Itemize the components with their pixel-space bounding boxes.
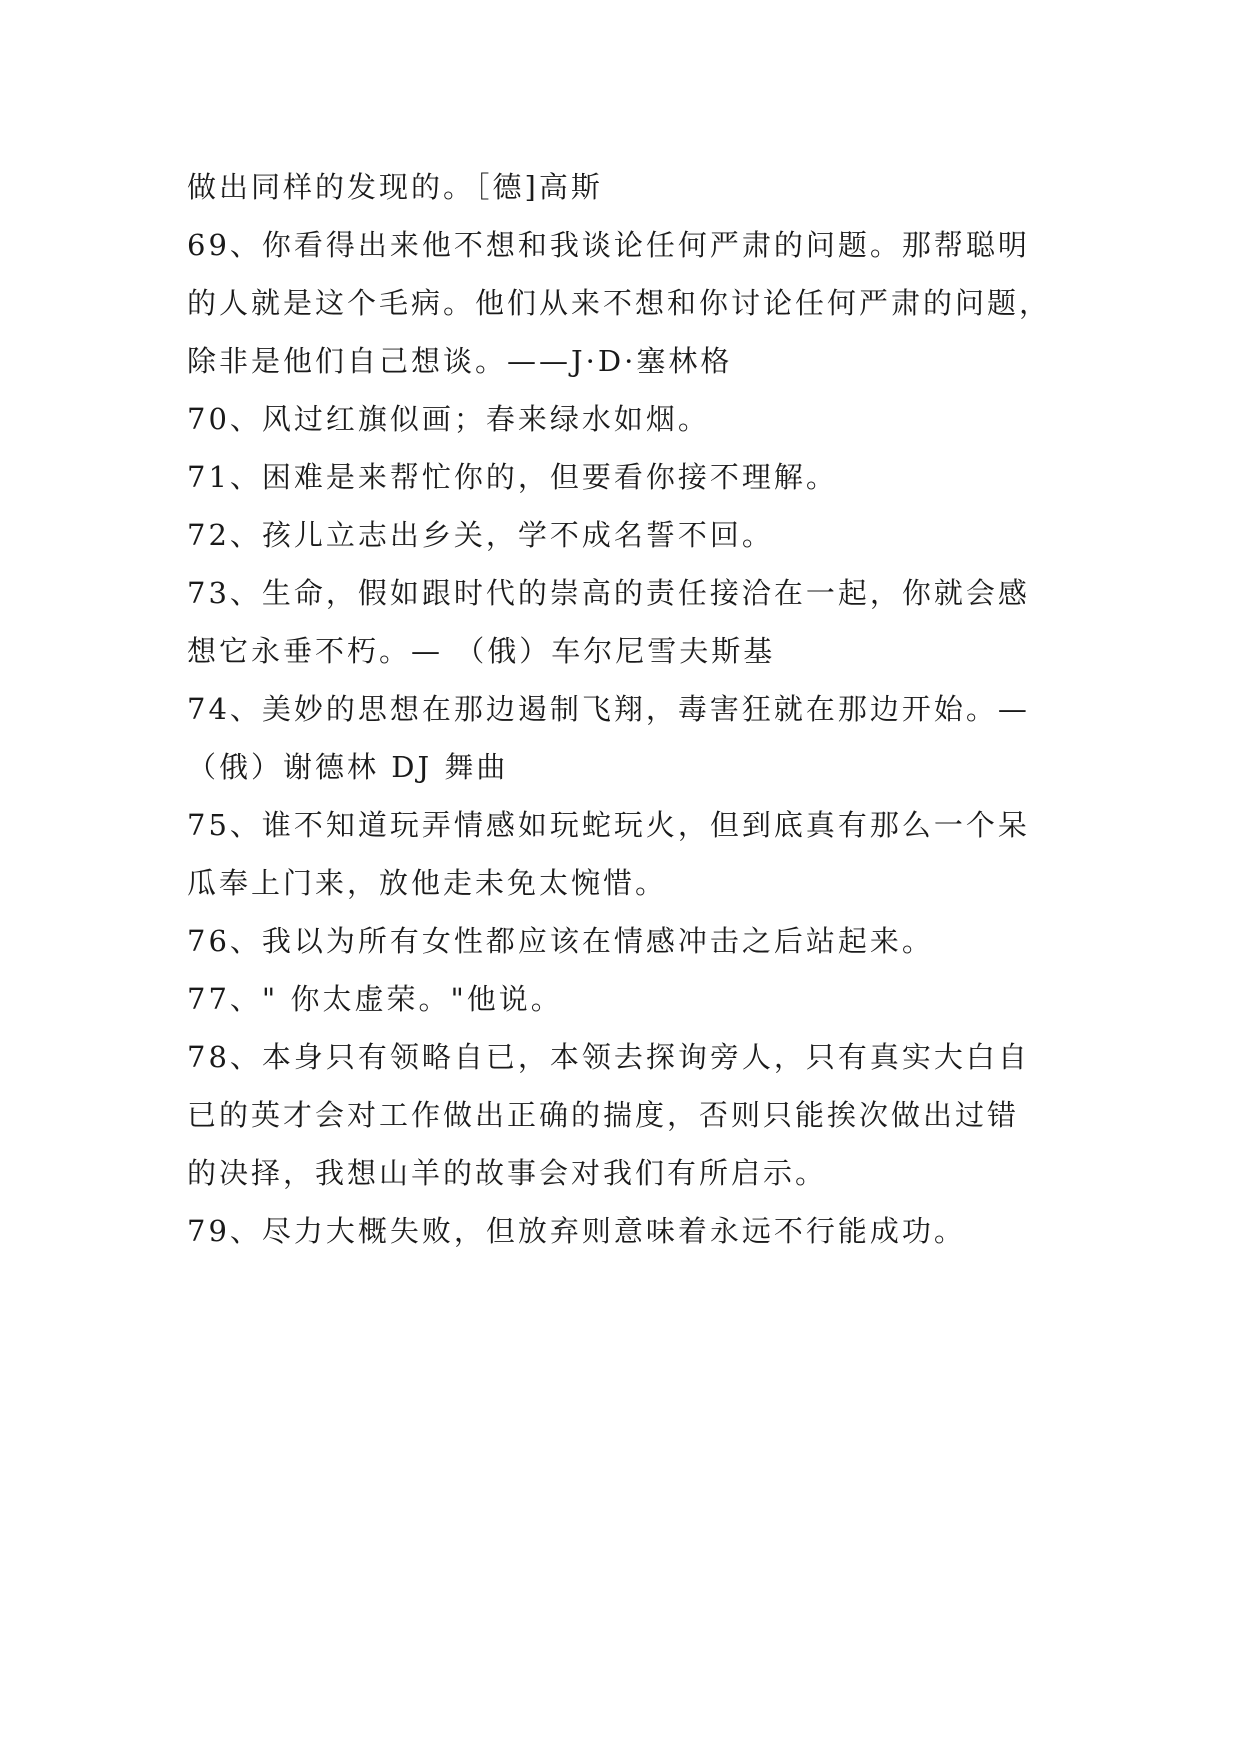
text-line: （俄）谢德林 DJ 舞曲 [187, 750, 509, 784]
text-line: 71、困难是来帮忙你的，但要看你接不理解。 [187, 460, 838, 494]
text-line: 70、风过红旗似画；春来绿水如烟。 [187, 402, 710, 436]
text-line: 已的英才会对工作做出正确的揣度，否则只能挨次做出过错 [187, 1098, 1020, 1132]
text-line: 瓜奉上门来，放他走未免太惋惜。 [187, 866, 668, 900]
text-line: 69、你看得出来他不想和我谈论任何严肃的问题。那帮聪明 [187, 228, 1030, 262]
text-line: 的人就是这个毛病。他们从来不想和你讨论任何严肃的问题， [187, 286, 1052, 320]
text-line: 除非是他们自己想谈。——J·D·塞林格 [187, 344, 733, 378]
text-line: 79、尽力大概失败，但放弃则意味着永远不行能成功。 [187, 1214, 966, 1248]
text-line: 73、生命，假如跟时代的崇高的责任接洽在一起，你就会感 [187, 576, 1030, 610]
text-line: 做出同样的发现的。［德]高斯 [187, 170, 603, 204]
text-line: 想它永垂不朽。— （俄）车尔尼雪夫斯基 [187, 634, 776, 668]
text-line: 75、谁不知道玩弄情感如玩蛇玩火，但到底真有那么一个呆 [187, 808, 1030, 842]
text-line: 74、美妙的思想在那边遏制飞翔，毒害狂就在那边开始。— [187, 692, 1030, 726]
text-line: 72、孩儿立志出乡关，学不成名誓不回。 [187, 518, 774, 552]
document-body [187, 158, 1087, 1260]
text-line: 77、" 你太虚荣。"他说。 [187, 982, 563, 1016]
text-line: 78、本身只有领略自已，本领去探询旁人，只有真实大白自 [187, 1040, 1030, 1074]
text-line: 的决择，我想山羊的故事会对我们有所启示。 [187, 1156, 828, 1190]
text-line: 76、我以为所有女性都应该在情感冲击之后站起来。 [187, 924, 934, 958]
